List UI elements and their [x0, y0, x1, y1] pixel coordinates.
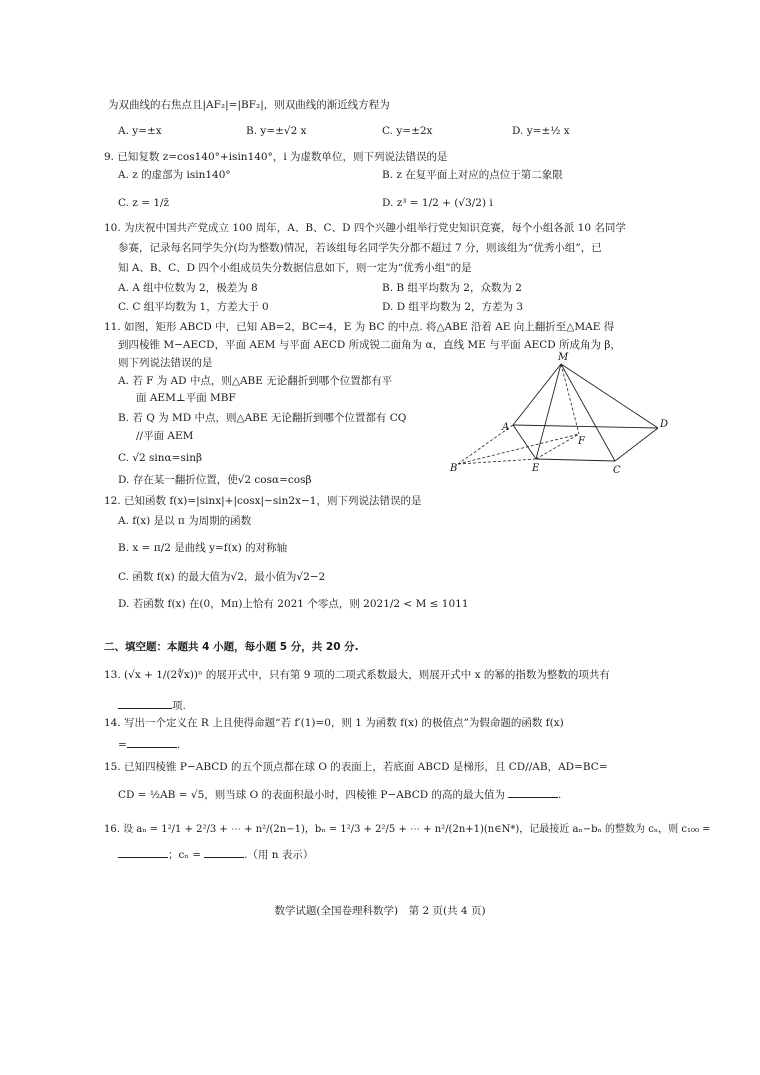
q14-prefix: =: [118, 739, 127, 751]
q9-option-b: B. z 在复平面上对应的点位于第二象限: [382, 169, 563, 181]
q9-option-c: C. z = 1/z̄: [118, 197, 170, 209]
label-a: A: [502, 422, 510, 433]
q11-line-1: 11. 如图，矩形 ABCD 中，已知 AB=2，BC=4，E 为 BC 的中点. 将△ABE 沿着 AE 向上翻折至△MAE 得: [104, 321, 615, 333]
q10-line-1: 10. 为庆祝中国共产党成立 100 周年，A、B、C、D 四个兴趣小组举行党史知识竞赛，每个小组各派 10 名同学: [104, 222, 626, 234]
q10-option-d: D. D 组平均数为 2，方差为 3: [382, 301, 524, 313]
q8-option-c: C. y=±2x: [382, 125, 433, 137]
q14-line-2: [118, 736, 180, 753]
pyramid-figure: [448, 350, 678, 475]
q13-line-1: 13. (√x + 1/(2∜x))ⁿ 的展开式中，只有第 9 项的二项式系数最大，则展开式中 x 的幂的指数为整数的项共有: [104, 669, 610, 681]
q10-option-a: A. A 组中位数为 2，极差为 8: [118, 282, 258, 294]
q10-line-2: 参赛，记录每名同学失分(均为整数)情况，若该组每名同学失分都不超过 7 分，则该组为“优秀小组”，已: [118, 242, 602, 254]
label-c: C: [613, 465, 621, 475]
q13-line-2: [118, 697, 186, 714]
q16-line-2: [118, 846, 313, 863]
q15-line-2: [118, 786, 561, 803]
q16-line-1: 16. 设 aₙ = 1²/1 + 2²/3 + ⋯ + n²/(2n−1)，bₙ = 1²/3 + 2²/5 + ⋯ + n²/(2n+1)(n∈N*)，记最接近 aₙ−bₙ 的整数为 cₙ，则 c₁₀₀ =: [104, 824, 711, 835]
q8-option-d: D. y=±½ x: [512, 125, 570, 137]
edge-ec: [536, 459, 615, 461]
q12-option-a: A. f(x) 是以 π 为周期的函数: [118, 515, 252, 527]
edge-ae: [513, 425, 536, 459]
q12-stem: 12. 已知函数 f(x)=|sinx|+|cosx|−sin2x−1，则下列说法错误的是: [104, 495, 422, 507]
label-b: B: [450, 463, 458, 474]
q12-option-c: C. 函数 f(x) 的最大值为√2，最小值为√2−2: [118, 571, 326, 583]
q15-line-1: 15. 已知四棱锥 P−ABCD 的五个顶点都在球 O 的表面上，若底面 ABCD 是梯形，且 CD//AB，AD=BC=: [104, 761, 608, 773]
q13-answer-blank[interactable]: [118, 697, 172, 709]
edge-ef: [536, 434, 579, 459]
q14-line-1: 14. 写出一个定义在 R 上且使得命题“若 f′(1)=0，则 1 为函数 f(x) 的极值点”为假命题的函数 f(x): [104, 717, 564, 729]
q8-continuation: 为双曲线的右焦点且|AF₂|=|BF₂|，则双曲线的渐近线方程为: [108, 99, 390, 111]
label-f: F: [578, 436, 585, 447]
q13-suffix: 项.: [172, 700, 186, 712]
q8-option-a: A. y=±x: [118, 125, 162, 137]
q8-option-b: B. y=±√2 x: [246, 125, 307, 137]
q15-suffix: .: [558, 789, 562, 801]
label-d: D: [660, 419, 669, 430]
q10-line-3: 知 A、B、C、D 四个小组成员失分数据信息如下，则一定为“优秀小组”的是: [118, 262, 472, 274]
label-e: E: [532, 463, 540, 474]
q11-option-a-line-2: 面 AEM⊥平面 MBF: [136, 392, 236, 404]
q10-option-b: B. B 组平均数为 2，众数为 2: [382, 282, 522, 294]
q9-option-d: D. z³ = 1/2 + (√3/2) i: [382, 197, 493, 209]
q16-mid: ；cₙ =: [168, 849, 202, 861]
q14-answer-blank[interactable]: [127, 736, 177, 748]
edge-mc: [561, 364, 615, 461]
q9-stem: 9. 已知复数 z=cos140°+isin140°，i 为虚数单位，则下列说法错误的是: [104, 151, 448, 163]
q11-option-d: D. 存在某一翻折位置，使√2 cosα=cosβ: [118, 474, 312, 486]
q14-suffix: .: [176, 739, 181, 751]
q11-option-c: C. √2 sinα=sinβ: [118, 452, 203, 464]
q16-suffix: .（用 n 表示）: [244, 849, 314, 861]
edge-md: [561, 364, 658, 428]
q15-text: CD = ½AB = √5，则当球 O 的表面积最小时，四棱锥 P−ABCD 的高的最大值为: [118, 789, 506, 801]
label-m: M: [558, 352, 569, 363]
q11-option-b-line-1: B. 若 Q 为 MD 中点，则△ABE 无论翻折到哪个位置都有 CQ: [118, 412, 407, 424]
q12-option-d: D. 若函数 f(x) 在(0，Mπ)上恰有 2021 个零点，则 2021/2 < M ≤ 1011: [118, 598, 469, 610]
q10-option-c: C. C 组平均数为 1，方差大于 0: [118, 301, 269, 313]
q12-option-b: B. x = π/2 是曲线 y=f(x) 的对称轴: [118, 542, 288, 554]
edge-cd: [615, 428, 658, 461]
q16-answer-blank-1[interactable]: [118, 846, 168, 858]
section-2-title: 二、填空题：本题共 4 小题，每小题 5 分，共 20 分.: [104, 641, 359, 653]
edge-ad: [513, 425, 658, 428]
q11-option-a-line-1: A. 若 F 为 AD 中点，则△ABE 无论翻折到哪个位置都有平: [118, 375, 393, 387]
q11-line-2: 到四棱锥 M−AECD，平面 AEM 与平面 AECD 所成锐二面角为 α，直线 ME 与平面 AECD 所成角为 β，: [118, 339, 621, 351]
q11-option-b-line-2: //平面 AEM: [136, 430, 194, 442]
page-footer: 数学试题(全国卷理科数学) 第 2 页(共 4 页): [274, 905, 486, 917]
q11-line-3: 则下列说法错误的是: [118, 357, 213, 369]
q15-answer-blank[interactable]: [508, 786, 558, 798]
edge-me: [536, 364, 561, 459]
q9-option-a: A. z 的虚部为 isin140°: [118, 169, 231, 181]
edge-ma: [513, 364, 561, 425]
q16-answer-blank-2[interactable]: [204, 846, 244, 858]
